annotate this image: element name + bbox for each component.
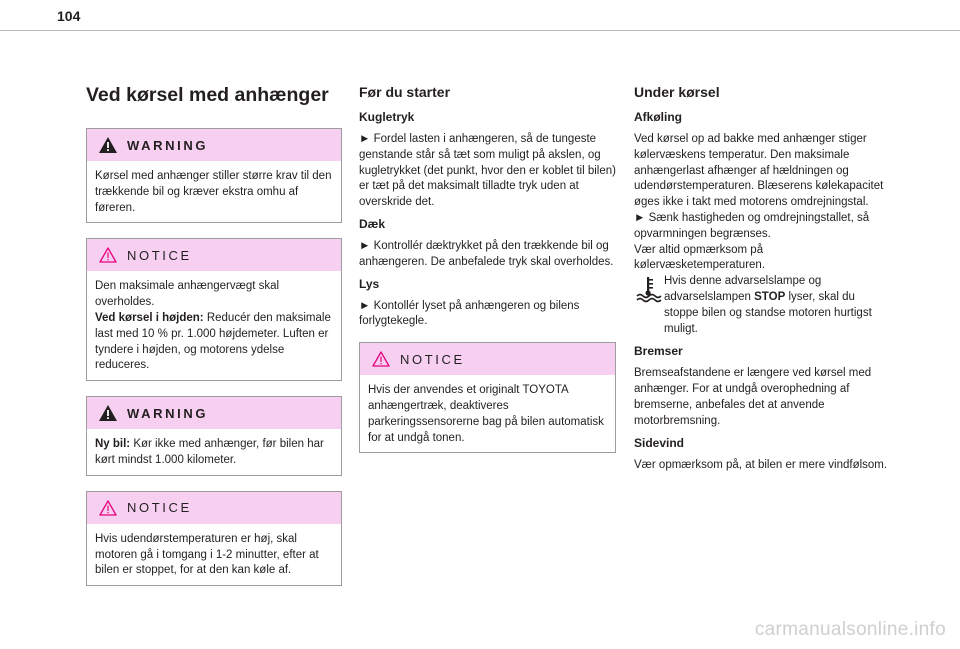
notice-header <box>87 492 341 524</box>
notice-text: Den maksimale anhængervægt skal overholdes. <box>95 280 280 309</box>
tyres-text: ► Kontrollér dæktrykket på den trækkende bil og anhængeren. De anbefalede tryk skal overholdes. <box>359 239 614 268</box>
coolant-warning-text-a: Hvis denne advarselslampe og advarselslampen <box>664 275 822 303</box>
column-while-driving <box>634 78 890 479</box>
notice-icon <box>99 247 117 263</box>
notice-icon <box>372 351 390 367</box>
page-number: 104 <box>57 8 81 24</box>
warning-label: WARNING <box>127 405 209 421</box>
notice-box-idle <box>86 491 342 586</box>
notice-text: Hvis der anvendes et originalt TOYOTA anhængertræk, deaktiveres parkeringssensorerne bag på bilen automatisk for at undgå tonen. <box>368 384 604 444</box>
cooling-text: Ved kørsel op ad bakke med anhænger stiger kølervæskens temperatur. Den maksimale anhængerlast afhænger af hældningen og udendørstemperaturen. Blæserens kølekapacitet øges ikke i takt med motorens omdrejningstal. <box>634 133 884 209</box>
warning-text: Kørsel med anhænger stiller større krav til den trækkende bil og kræver ekstra omhu af føreren. <box>95 170 332 214</box>
subheading-brakes: Bremser <box>634 344 683 359</box>
notice-header <box>360 343 615 375</box>
notice-box-sensors <box>359 342 616 453</box>
section-heading: Under kørsel <box>634 84 720 100</box>
subheading-cooling: Afkøling <box>634 110 682 124</box>
altitude-label: Ved kørsel i højden: <box>95 311 204 324</box>
subheading-ball-pressure: Kugletryk <box>359 110 415 124</box>
notice-icon <box>99 500 117 516</box>
notice-box <box>86 238 342 381</box>
warning-label: WARNING <box>127 137 209 153</box>
subheading-tyres: Dæk <box>359 216 386 231</box>
column-before-start <box>359 78 616 468</box>
section-heading: Før du starter <box>359 84 451 100</box>
warning-header <box>87 397 341 429</box>
stop-label: STOP <box>754 290 786 303</box>
coolant-temperature-icon <box>634 274 664 304</box>
altitude-text: Reducér den maksimale last med 10 % pr. 1.000 højdemeter. Luften er tyndere i højden, og motorens ydelse reduceres. <box>95 311 331 372</box>
coolant-warning-row <box>634 274 890 337</box>
coolant-warning-text-b: lyser, skal du stoppe bilen og standse motoren hurtigst muligt. <box>664 290 872 335</box>
crosswind-text: Vær opmærksom på, at bilen er mere vindfølsom. <box>634 458 888 471</box>
new-car-label: Ny bil: <box>95 438 131 451</box>
notice-label: NOTICE <box>127 500 192 516</box>
notice-label: NOTICE <box>400 351 465 367</box>
warning-text <box>95 437 333 469</box>
footer-watermark: carmanualsonline.info <box>754 619 946 640</box>
warning-icon <box>99 405 117 421</box>
notice-label: NOTICE <box>127 247 192 263</box>
brakes-text: Bremseafstandene er længere ved kørsel med anhænger. For at undgå overophedning af bremserne, anbefales det at anvende motorbremsning. <box>634 367 872 427</box>
new-car-text: Kør ikke med anhænger, før bilen har kørt mindst 1.000 kilometer. <box>95 438 324 466</box>
column-trailer-driving <box>86 78 342 601</box>
warning-box-new-car <box>86 396 342 476</box>
notice-header <box>87 239 341 271</box>
section-title: Ved kørsel med anhænger <box>86 84 329 106</box>
header-rule <box>0 30 960 31</box>
warning-header <box>87 129 341 161</box>
attention-text: Vær altid opmærksom på kølervæsketemperaturen. <box>634 243 766 272</box>
notice-text: Hvis udendørstemperaturen er høj, skal motoren gå i tomgang i 1-2 minutter, efter at bilen er stoppet, for at den kan køle af. <box>95 532 319 577</box>
warning-icon <box>99 137 117 153</box>
lights-text: ► Kontollér lyset på anhængeren og bilens forlygtekegle. <box>359 299 580 328</box>
warning-box <box>86 128 342 223</box>
subheading-crosswind: Sidevind <box>634 435 685 450</box>
ball-pressure-text: ► Fordel lasten i anhængeren, så de tungeste genstande står så tæt som muligt på akslen, og kugletrykket (det punkt, hvor den er koblet til bilen) er tæt på det maksimalt tilladte tryk uden at overskride det. <box>359 133 616 209</box>
notice-text-altitude <box>95 311 333 374</box>
reduce-speed-text: ► Sænk hastigheden og omdrejningstallet, så opvarmningen begrænses. <box>634 211 870 240</box>
subheading-lights: Lys <box>359 276 380 291</box>
coolant-warning-text <box>664 274 890 337</box>
